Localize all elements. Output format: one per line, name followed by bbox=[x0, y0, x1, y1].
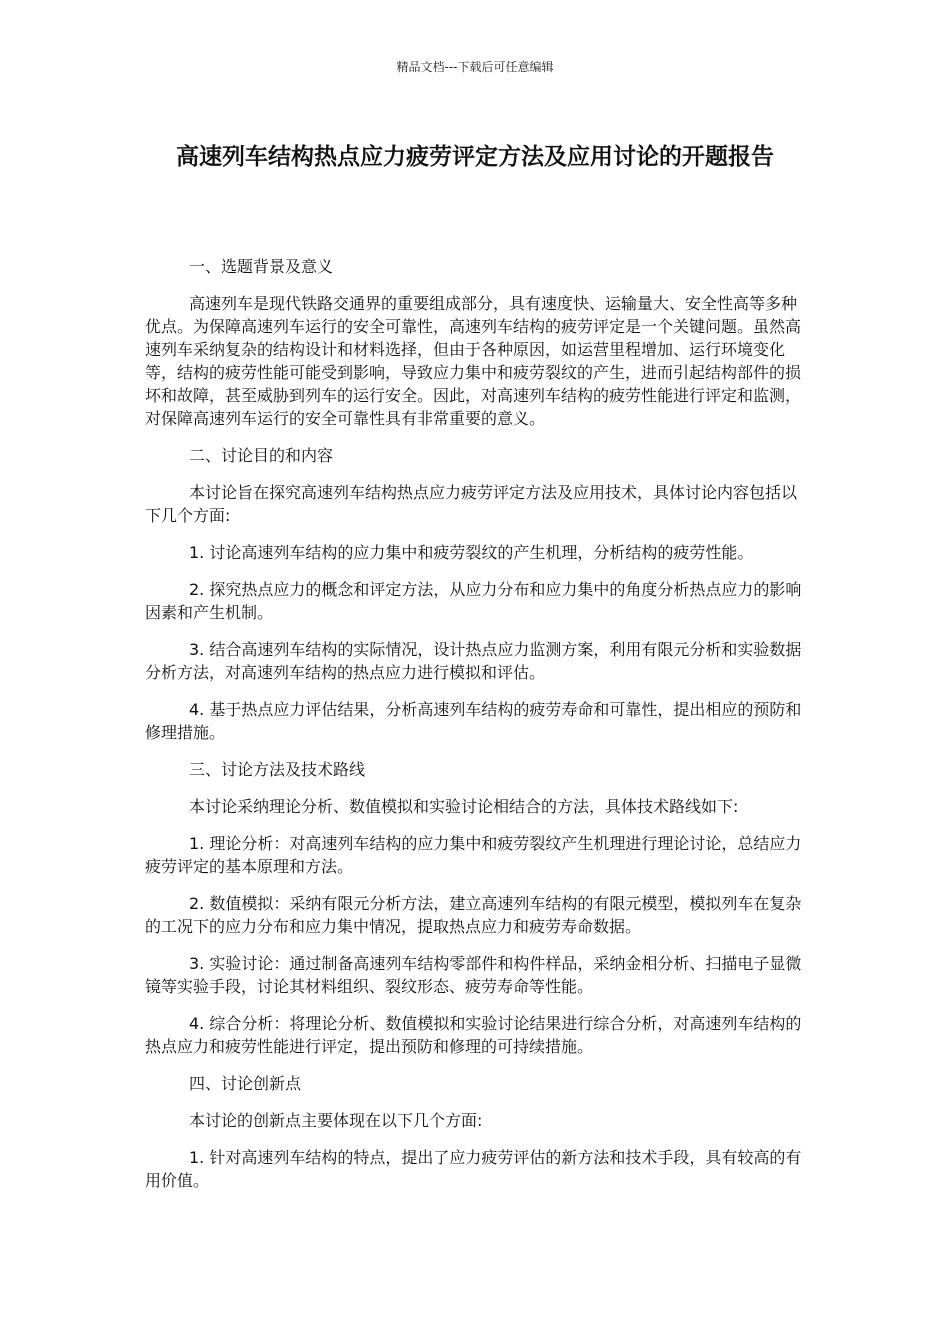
list-item: 2. 数值模拟：采纳有限元分析方法，建立高速列车结构的有限元模型，模拟列车在复杂的工况下的应力分布和应力集中情况，提取热点应力和疲劳寿命数据。 bbox=[145, 894, 802, 936]
list-item: 4. 基于热点应力评估结果，分析高速列车结构的疲劳寿命和可靠性，提出相应的预防和修理措施。 bbox=[145, 700, 802, 742]
list-item: 1. 讨论高速列车结构的应力集中和疲劳裂纹的产生机理，分析结构的疲劳性能。 bbox=[189, 543, 754, 562]
page-header: 精品文档---下载后可任意编辑 bbox=[396, 60, 554, 74]
list-item: 2. 探究热点应力的概念和评定方法，从应力分布和应力集中的角度分析热点应力的影响因素和产生机制。 bbox=[145, 580, 802, 622]
section-heading-objectives: 二、讨论目的和内容 bbox=[189, 446, 334, 465]
list-item: 1. 针对高速列车结构的特点，提出了应力疲劳评估的新方法和技术手段，具有较高的有用价值。 bbox=[145, 1148, 802, 1190]
paragraph-methods-intro: 本讨论采纳理论分析、数值模拟和实验讨论相结合的方法，具体技术路线如下: bbox=[189, 797, 739, 816]
list-item: 3. 结合高速列车结构的实际情况，设计热点应力监测方案，利用有限元分析和实验数据分析方法，对高速列车结构的热点应力进行模拟和评估。 bbox=[145, 640, 802, 682]
paragraph-innovation-intro: 本讨论的创新点主要体现在以下几个方面: bbox=[189, 1111, 483, 1130]
list-item: 1. 理论分析：对高速列车结构的应力集中和疲劳裂纹产生机理进行理论讨论，总结应力疲劳评定的基本原理和方法。 bbox=[145, 834, 802, 876]
paragraph-objectives-intro: 本讨论旨在探究高速列车结构热点应力疲劳评定方法及应用技术，具体讨论内容包括以下几个方面: bbox=[145, 483, 798, 525]
section-heading-innovation: 四、讨论创新点 bbox=[189, 1074, 302, 1093]
list-item: 4. 综合分析：将理论分析、数值模拟和实验讨论结果进行综合分析，对高速列车结构的热点应力和疲劳性能进行评定，提出预防和修理的可持续措施。 bbox=[145, 1014, 802, 1056]
list-item: 3. 实验讨论：通过制备高速列车结构零部件和构件样品，采纳金相分析、扫描电子显微镜等实验手段，讨论其材料组织、裂纹形态、疲劳寿命等性能。 bbox=[145, 954, 802, 996]
document-title: 高速列车结构热点应力疲劳评定方法及应用讨论的开题报告 bbox=[176, 144, 774, 170]
paragraph-background: 高速列车是现代铁路交通界的重要组成部分，具有速度快、运输量大、安全性高等多种优点。为保障高速列车运行的安全可靠性，高速列车结构的疲劳评定是一个关键问题。虽然高速列车采纳复杂的结构设计和材料选择，但由于各种原因，如运营里程增加、运行环境变化等，结构的疲劳性能可能受到影响，导致应力集中和疲劳裂纹的产生，进而引起结构部件的损坏和故障，甚至威胁到列车的运行安全。因此，对高速列车结构的疲劳性能进行评定和监测，对保障高速列车运行的安全可靠性具有非常重要的意义。 bbox=[145, 294, 802, 428]
section-heading-background: 一、选题背景及意义 bbox=[189, 257, 334, 276]
document-body bbox=[145, 255, 805, 1206]
section-heading-methods: 三、讨论方法及技术路线 bbox=[189, 760, 366, 779]
